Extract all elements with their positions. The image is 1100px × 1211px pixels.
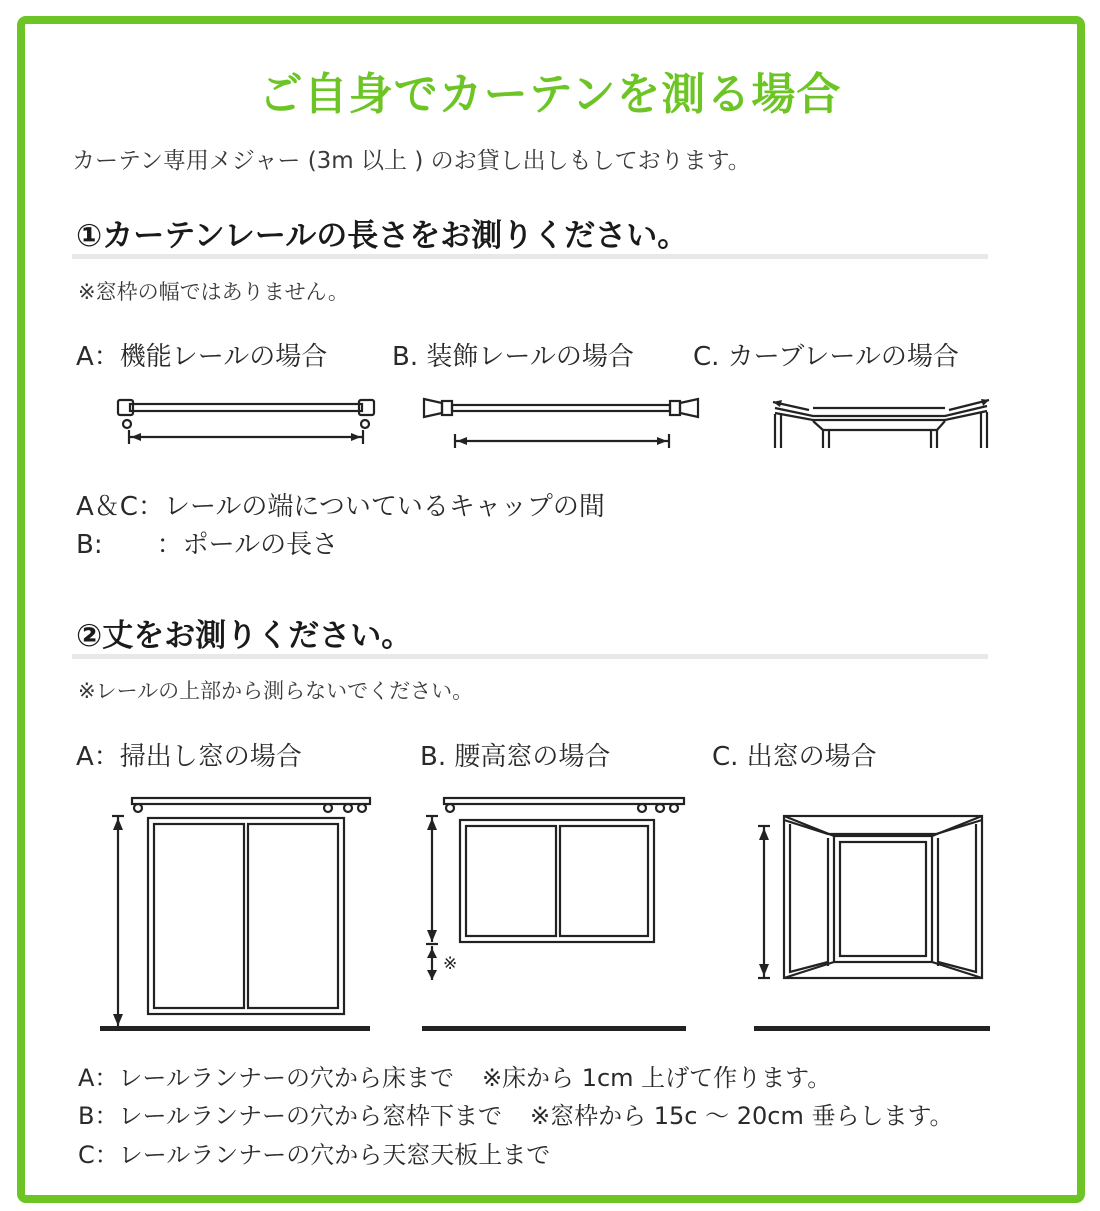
finial-right (680, 399, 698, 417)
waist-window-illustration (420, 790, 690, 1035)
finial-left (424, 399, 442, 417)
floor-line (754, 1026, 990, 1031)
floor-line (100, 1026, 370, 1031)
curved-rail-illustration (765, 390, 1000, 455)
height-explanation-a-key: A： (78, 1064, 119, 1092)
bracket-runner-left (123, 420, 131, 428)
explanation-b-text: ：ポールの長さ (156, 530, 339, 560)
window-pane-left (154, 824, 244, 1008)
height-explanation-a-extra: ※床から 1cm 上げて作ります。 (481, 1064, 832, 1092)
height-explanation-a (78, 1058, 831, 1093)
bracket-runner-right (361, 420, 369, 428)
window-rail (444, 798, 684, 804)
height-explanation-c-text: レールランナーの穴から天窓天板上まで (118, 1141, 551, 1169)
intro-text: カーテン専用メジャー (3m 以上 ) のお貸し出しもしております。 (72, 148, 751, 174)
rail-type-a-label: A：機能レールの場合 (76, 342, 328, 372)
decorative-rail-illustration (420, 395, 705, 460)
bay-center-window (834, 836, 932, 962)
bay-outer-frame (784, 816, 982, 978)
rail-type-b-label: B. 装飾レールの場合 (392, 342, 634, 372)
bay-window-illustration (752, 812, 992, 1036)
window-type-c-label: C. 出窓の場合 (712, 742, 877, 772)
height-explanation-b-extra: ※窓枠から 15c ～ 20cm 垂らします。 (530, 1102, 954, 1130)
explanation-b-key: B: (76, 530, 103, 560)
height-explanation-c (78, 1135, 550, 1170)
explanation-ac-key: A＆C： (76, 492, 164, 522)
height-explanation-c-key: C： (78, 1141, 119, 1169)
page-title: ご自身でカーテンを測る場合 (258, 69, 842, 120)
height-explanation-b-text: レールランナーの穴から窓枠下まで (118, 1102, 502, 1130)
rail-type-c-label: C. カーブレールの場合 (693, 342, 959, 372)
height-explanation-a-text: レールランナーの穴から床まで (118, 1064, 454, 1092)
section1-note: ※窓枠の幅ではありません。 (78, 280, 349, 304)
window-rail (132, 798, 370, 804)
hang-note-mark: ※ (443, 954, 458, 974)
height-explanation-b (78, 1096, 954, 1131)
functional-rail-illustration (110, 395, 380, 460)
floor-line (422, 1026, 686, 1031)
rail-pole (452, 405, 670, 411)
rail-bar (130, 404, 362, 411)
floor-window-illustration (98, 790, 373, 1035)
section1-heading: ①カーテンレールの長さをお測りください。 (76, 218, 689, 254)
window-type-b-label: B. 腰高窓の場合 (420, 742, 611, 772)
window-pane-right (560, 826, 648, 936)
height-explanation-b-key: B： (78, 1102, 119, 1130)
section1-rule (72, 254, 988, 259)
section2-note: ※レールの上部から測らないでください。 (78, 679, 474, 703)
window-pane-right (248, 824, 338, 1008)
explanation-ac (76, 486, 605, 523)
section2-rule (72, 654, 988, 659)
window-type-a-label: A：掃出し窓の場合 (76, 742, 302, 772)
window-pane-left (466, 826, 556, 936)
explanation-ac-text: レールの端についているキャップの間 (163, 492, 605, 522)
window-frame (148, 818, 344, 1014)
explanation-b (76, 524, 338, 561)
section2-heading: ②丈をお測りください。 (76, 618, 413, 654)
